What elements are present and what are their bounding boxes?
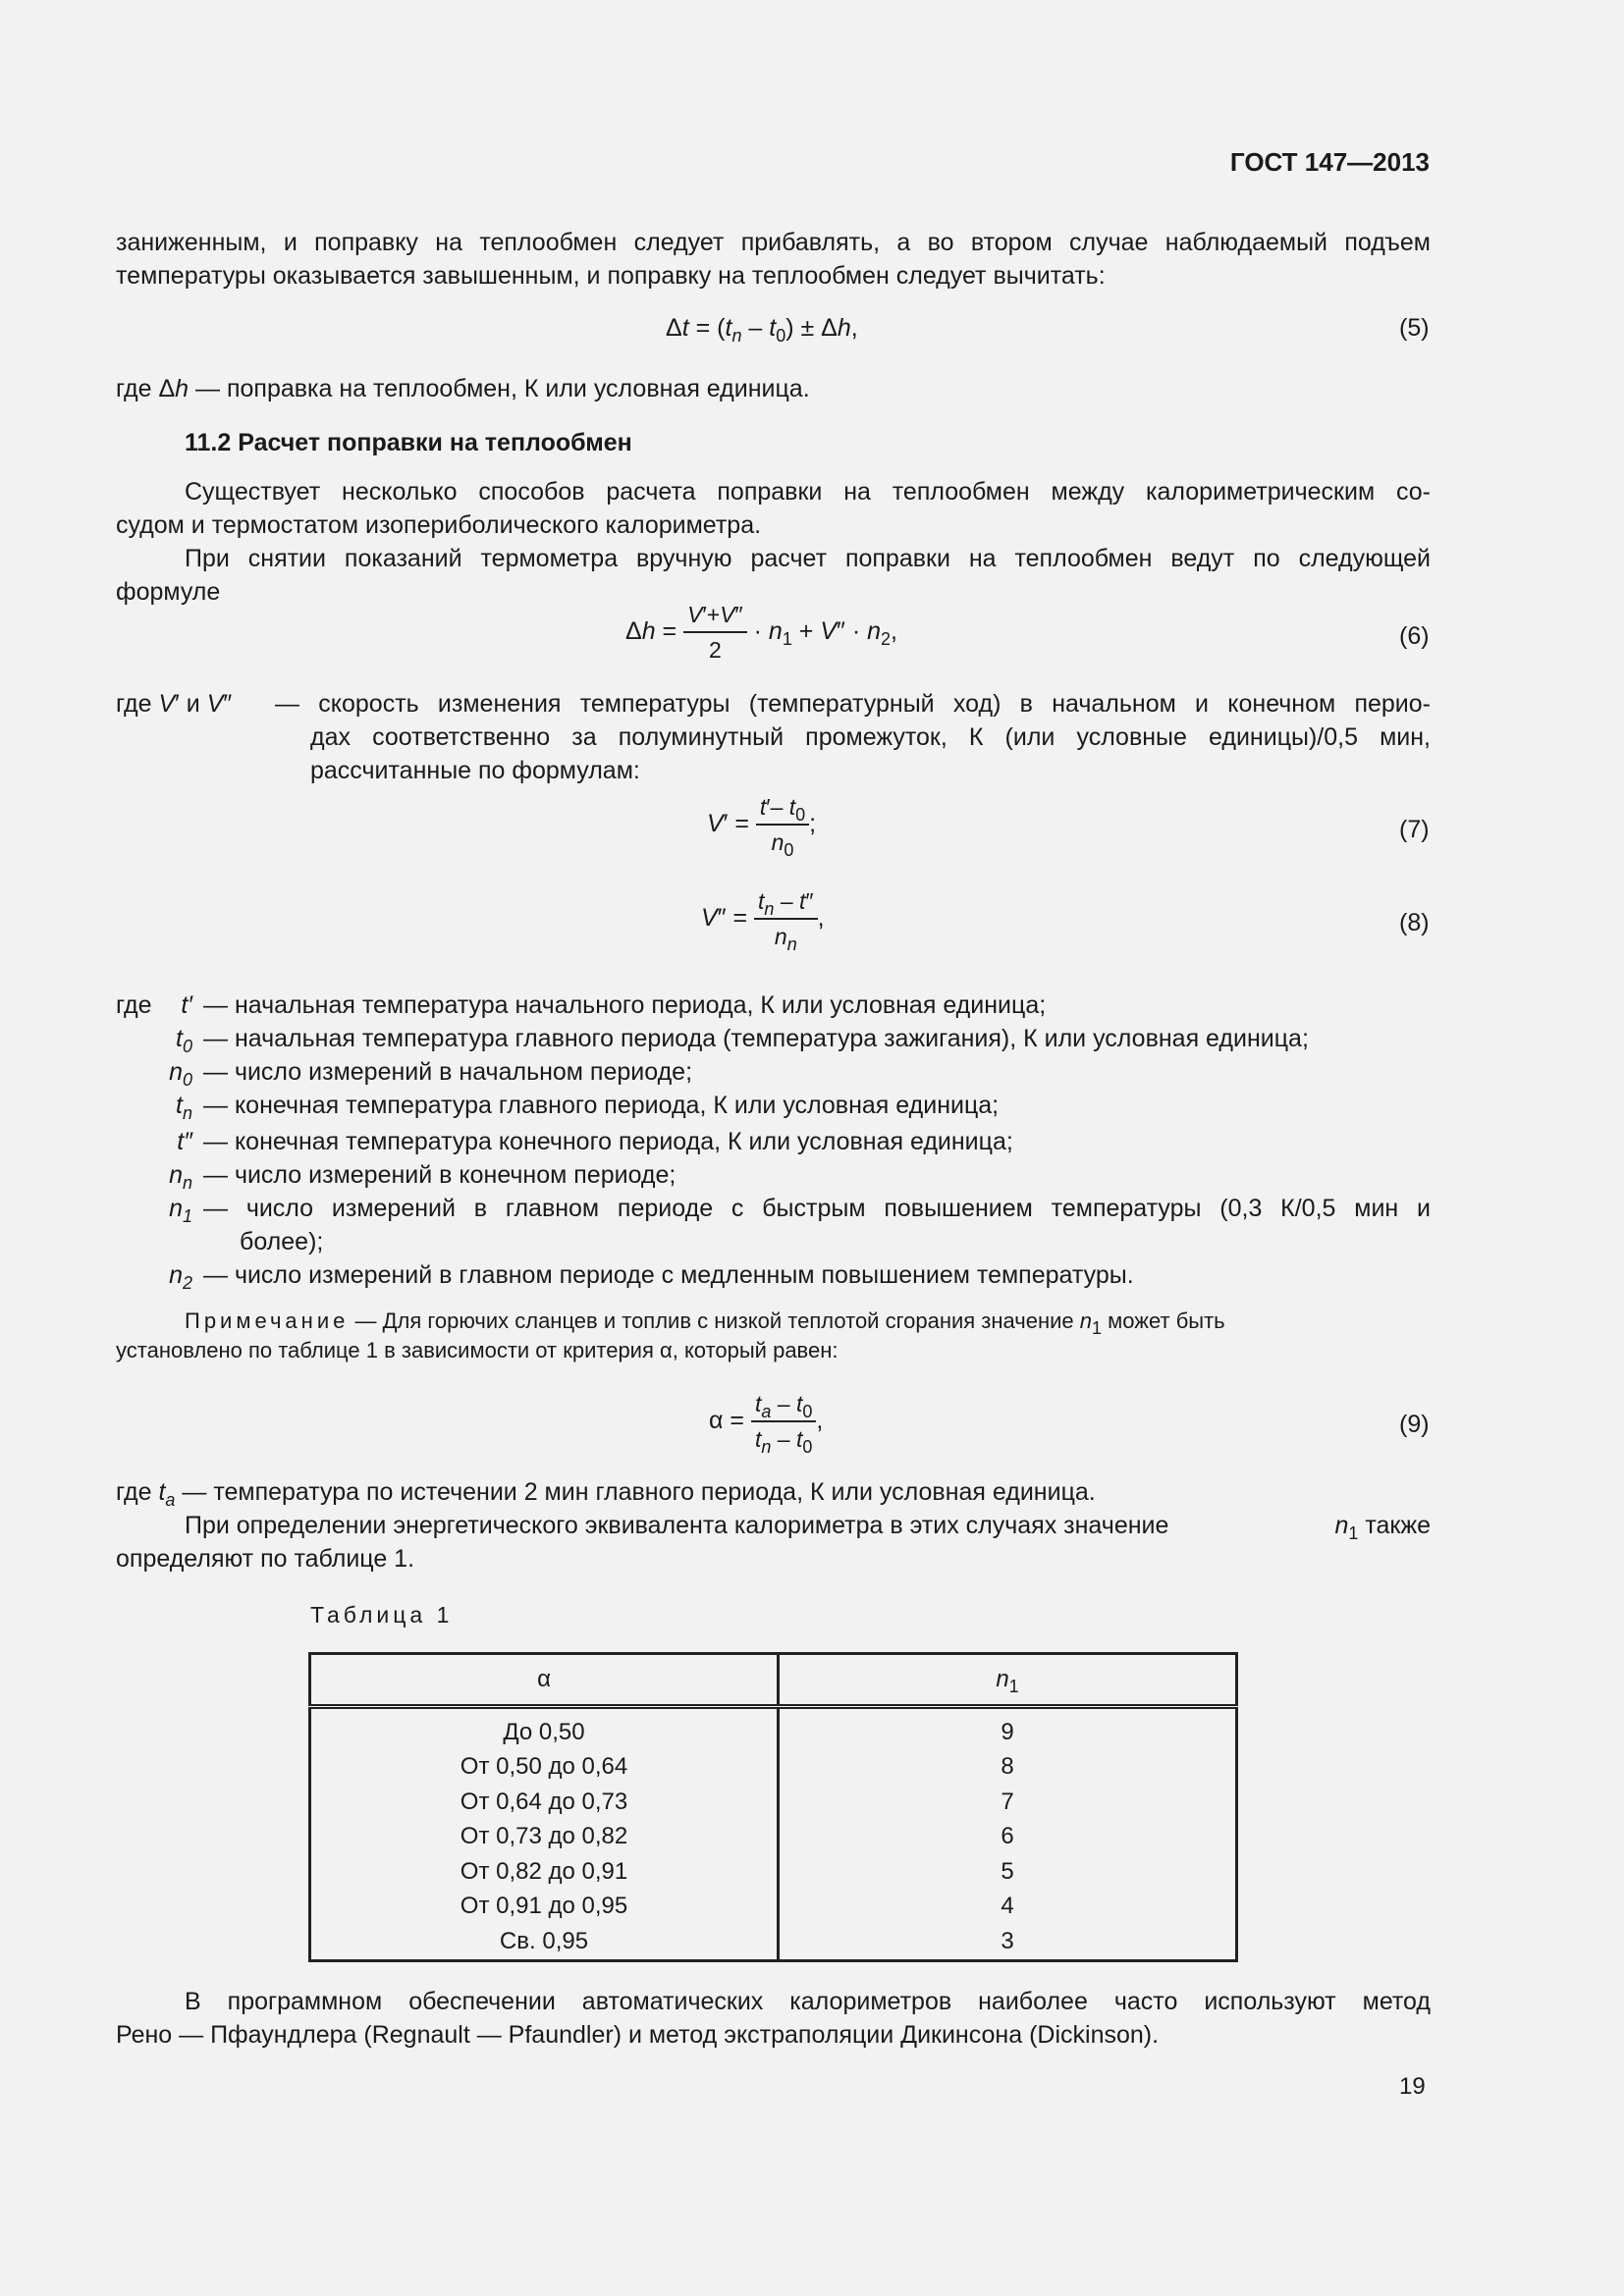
paragraph-3-text-end: также — [1365, 1512, 1431, 1539]
table-header-alpha: α — [310, 1654, 779, 1707]
table-cell-n1: 5 — [1001, 1857, 1014, 1885]
note-line-1: Примечание — Для горючих сланцев и топлив с низкой теплотой сгорания значение $n_1$ может быть — [185, 1308, 1225, 1338]
table-cell-alpha: От 0,91 до 0,95 — [310, 1890, 779, 1925]
def-symbol-n0: $n_0$ — [169, 1058, 192, 1090]
equation-6-fraction: $\frac{V'+V''}{2}$ — [683, 603, 747, 663]
paragraph-1-line-2: судом и термостатом изопериболического калориметра. — [116, 511, 762, 539]
table-cell-alpha: От 0,73 до 0,82 — [310, 1820, 779, 1855]
table-1 — [308, 1652, 1238, 1962]
def-symbol-t-double-prime: t″ — [177, 1128, 192, 1155]
paragraph-2-line-1: При снятии показаний термометра вручную расчет поправки на теплообмен ведут по следующей — [185, 545, 1431, 572]
def-text-6: — число измерений в конечном периоде; — [203, 1161, 677, 1189]
final-line-2: Рено — Пфаундлера (Regnault — Pfaundler) и метод экстраполяции Дикинсона (Dickinson). — [116, 2021, 1160, 2049]
def-symbol-n1: $n_1$ — [169, 1195, 192, 1226]
table-header-row — [310, 1654, 1237, 1707]
table-cell-alpha: До 0,50 — [310, 1707, 779, 1750]
equation-5-where: где Δh — поправка на теплообмен, К или условная единица. — [116, 375, 810, 402]
equation-8-fraction: $\frac{t_n - t''}{n_n}$ — [754, 889, 818, 949]
table-cell-alpha: От 0,50 до 0,64 — [310, 1750, 779, 1786]
table-cell-n1: 7 — [1001, 1788, 1014, 1815]
table-header-n1: $n_1$ — [779, 1654, 1237, 1707]
table-cell-alpha: Св. 0,95 — [310, 1924, 779, 1960]
def-text-3: — число измерений в начальном периоде; — [203, 1058, 693, 1086]
def-symbol-n2: $n_2$ — [169, 1261, 192, 1293]
paragraph-1-line-1: Существует несколько способов расчета поправки на теплообмен между калориметрическим со- — [185, 478, 1431, 506]
equation-7-number: (7) — [1399, 816, 1430, 843]
table-cell-n1: 3 — [1001, 1927, 1014, 1954]
def-text-8: — число измерений в главном периоде с медленным повышением температуры. — [203, 1261, 1134, 1289]
equation-5-where-text: — поправка на теплообмен, К или условная единица. — [195, 375, 810, 402]
equation-6-number: (6) — [1399, 622, 1430, 650]
table-row — [310, 1854, 1237, 1890]
note-line-2: установлено по таблице 1 в зависимости от критерия α, который равен: — [116, 1338, 839, 1362]
equation-7: V′ = $\frac{t'- t_0}{n_0}$ ; — [707, 794, 817, 860]
def-symbol-t-prime: t′ — [181, 991, 192, 1019]
table-cell-alpha: От 0,64 до 0,73 — [310, 1785, 779, 1820]
v-where-line-2: дах соответственно за полуминутный промежуток, К (или условные единицы)/0,5 мин, — [310, 723, 1431, 751]
table-cell-n1: 9 — [1001, 1718, 1014, 1745]
def-symbol-t0: $t_0$ — [176, 1025, 192, 1056]
equation-8: V″ = $\frac{t_n - t''}{n_n}$ , — [701, 888, 825, 954]
note-label: Примечание — [185, 1308, 350, 1333]
def-text-7b: более); — [240, 1228, 324, 1255]
equation-9-number: (9) — [1399, 1411, 1430, 1438]
def-text-2: — начальная температура главного периода (температура зажигания), К или условная единица; — [203, 1025, 1309, 1052]
table-row — [310, 1890, 1237, 1925]
table-row — [310, 1750, 1237, 1786]
v-where-label: где V′ и V″ — [116, 690, 233, 718]
def-text-7a: — число измерений в главном периоде с быстрым повышением температуры (0,3 К/0,5 мин и — [203, 1195, 1431, 1222]
equation-9: α = $\frac{t_a - t_0}{t_n - t_0}$ , — [709, 1391, 824, 1457]
paragraph-3-line-2: определяют по таблице 1. — [116, 1545, 415, 1573]
ta-where-text: — температура по истечении 2 мин главного периода, К или условная единица. — [182, 1478, 1096, 1506]
table-row — [310, 1820, 1237, 1855]
def-text-4: — конечная температура главного периода, К или условная единица; — [203, 1092, 1000, 1119]
final-line-1: В программном обеспечении автоматических калориметров наиболее часто используют метод — [185, 1988, 1431, 2015]
table-row — [310, 1924, 1237, 1960]
ta-where: где $t_a$ — температура по истечении 2 мин главного периода, К или условная единица. — [116, 1478, 1096, 1510]
def-text-5: — конечная температура конечного периода, К или условная единица; — [203, 1128, 1013, 1155]
equation-9-fraction: $\frac{t_a - t_0}{t_n - t_0}$ — [751, 1392, 816, 1452]
def-symbol-nn: $n_n$ — [169, 1161, 192, 1193]
v-where-line-1: — скорость изменения температуры (температурный ход) в начальном и конечном перио- — [275, 690, 1431, 718]
paragraph-3-text: При определении энергетического эквивалента калориметра в этих случаях значение — [185, 1512, 1169, 1539]
paragraph-3-line-1: При определении энергетического эквивалента калориметра в этих случаях значение $n_1$ также — [185, 1509, 1431, 1542]
equation-6: Δh = $\frac{V'+V''}{2}$ · $n_1 + V'' \cdot n_2$, — [625, 602, 897, 663]
page-number: 19 — [1399, 2073, 1426, 2100]
v-where-line-3: рассчитанные по формулам: — [310, 757, 640, 784]
intro-line-2: температуры оказывается завышенным, и поправку на теплообмен следует вычитать: — [116, 262, 1106, 290]
equation-5: $\Delta t = (t_n - t_0) \pm \Delta h$, — [666, 314, 858, 346]
where-word: где — [116, 375, 152, 402]
equation-8-number: (8) — [1399, 909, 1430, 936]
table-cell-n1: 6 — [1001, 1823, 1014, 1850]
intro-line-1: заниженным, и поправку на теплообмен следует прибавлять, а во втором случае наблюдаемый подъем — [116, 229, 1431, 256]
def-symbol-tn: $t_n$ — [176, 1092, 192, 1123]
paragraph-2-line-2: формуле — [116, 578, 221, 606]
table-row — [310, 1785, 1237, 1820]
equation-7-fraction: $\frac{t'- t_0}{n_0}$ — [756, 795, 809, 855]
table-row — [310, 1707, 1237, 1750]
where-word: где — [116, 1478, 152, 1506]
def-text-1: — начальная температура начального периода, К или условная единица; — [203, 991, 1047, 1019]
note-text-1-end: может быть — [1108, 1308, 1225, 1333]
def-where-word: где — [116, 991, 152, 1019]
table-cell-n1: 4 — [1001, 1893, 1014, 1920]
equation-5-number: (5) — [1399, 314, 1430, 342]
table-cell-n1: 8 — [1001, 1753, 1014, 1781]
section-title: 11.2 Расчет поправки на теплообмен — [185, 429, 632, 456]
where-word: где — [116, 690, 152, 718]
table-cell-alpha: От 0,82 до 0,91 — [310, 1854, 779, 1890]
note-text-1: — Для горючих сланцев и топлив с низкой теплотой сгорания значение — [354, 1308, 1074, 1333]
table-caption: Таблица 1 — [310, 1602, 454, 1628]
document-header: ГОСТ 147—2013 — [1229, 147, 1430, 177]
